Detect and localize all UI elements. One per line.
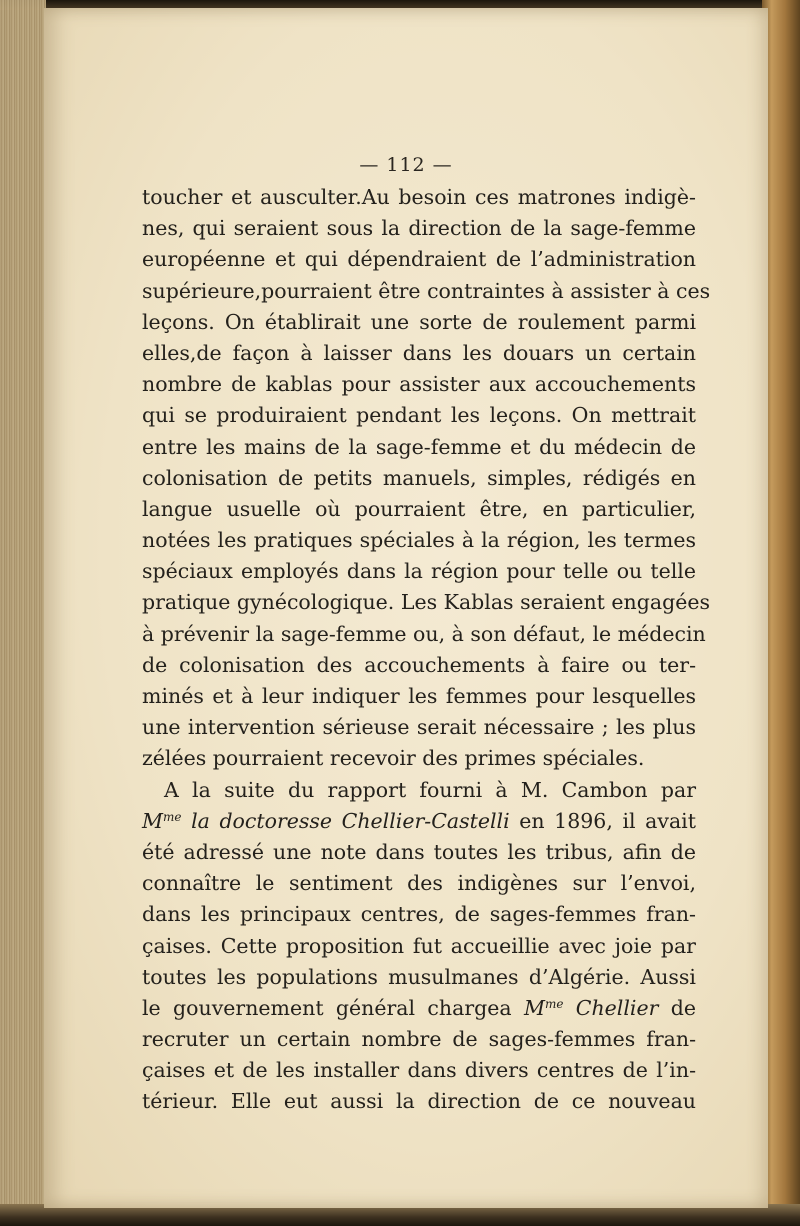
mme-abbrev <box>142 809 510 833</box>
mme-letter: M <box>142 808 163 833</box>
text-segment: de <box>658 995 696 1020</box>
text-line-mme <box>142 806 696 837</box>
text-line: spéciaux employés dans la région pour telle ou telle <box>142 559 696 584</box>
text-line: entre les mains de la sage-femme et du médecin de <box>142 434 696 459</box>
body-text <box>142 182 711 1118</box>
text-line-mme <box>142 993 696 1024</box>
text-line: nombre de kablas pour assister aux accouchements <box>142 372 696 397</box>
text-line: dans les principaux centres, de sages-femmes fran- <box>142 902 696 927</box>
text-line: térieur. Elle eut aussi la direction de ce nouveau <box>142 1089 696 1114</box>
text-line: recruter un certain nombre de sages-femmes fran- <box>142 1027 696 1052</box>
text-line: pratique gynécologique. Les Kablas seraient engagées <box>142 590 711 615</box>
text-line: européenne et qui dépendraient de l’administration <box>142 247 696 272</box>
italic-name: la doctoresse Chellier-Castelli <box>181 808 510 833</box>
text-line: notées les pratiques spéciales à la région, les termes <box>142 528 696 553</box>
italic-name: Chellier <box>563 995 659 1020</box>
left-page-stack <box>0 0 46 1226</box>
text-line: qui se produiraient pendant les leçons. On mettrait <box>142 403 696 428</box>
text-segment: le gouvernement général chargea <box>142 995 524 1020</box>
text-line: langue usuelle où pourraient être, en particulier, <box>142 496 696 521</box>
text-segment: en 1896, il avait <box>509 808 696 833</box>
text-line: minés et à leur indiquer les femmes pour lesquelles <box>142 684 696 708</box>
text-line: connaître le sentiment des indigènes sur l’envoi, <box>142 871 696 896</box>
text-line: été adressé une note dans toutes les tribus, afin de <box>142 839 696 864</box>
text-line: toutes les populations musulmanes d’Algérie. Aussi <box>142 964 696 989</box>
text-line: çaises. Cette proposition fut accueillie avec joie par <box>142 933 696 958</box>
text-line: leçons. On établirait une sorte de roulement parmi <box>142 309 696 334</box>
mme-superscript: me <box>544 996 564 1011</box>
text-line: colonisation de petits manuels, simples, rédigés en <box>142 465 696 490</box>
text-line: à prévenir la sage-femme ou, à son défaut, le médecin <box>142 621 706 646</box>
page-number: — 112 — <box>359 154 453 176</box>
mme-letter: M <box>523 995 545 1020</box>
text-line: une intervention sérieuse serait nécessaire ; les plus <box>142 715 696 740</box>
text-line: zélées pourraient recevoir des primes spéciales. <box>142 746 645 771</box>
text-line: toucher et ausculter.Au besoin ces matrones indigè- <box>142 185 696 209</box>
text-line: çaises et de les installer dans divers centres de l’in- <box>142 1058 696 1083</box>
text-line: A la suite du rapport fourni à M. Cambon par <box>164 777 696 802</box>
text-line: supérieure,pourraient être contraintes à assister à ces <box>142 278 711 303</box>
mme-superscript: me <box>163 809 182 824</box>
text-line: elles,de façon à laisser dans les douars un certain <box>142 340 696 365</box>
text-line: de colonisation des accouchements à faire ou ter- <box>142 652 696 677</box>
text-line: nes, qui seraient sous la direction de la sage-femme <box>142 216 696 241</box>
mme-abbrev <box>524 996 658 1020</box>
